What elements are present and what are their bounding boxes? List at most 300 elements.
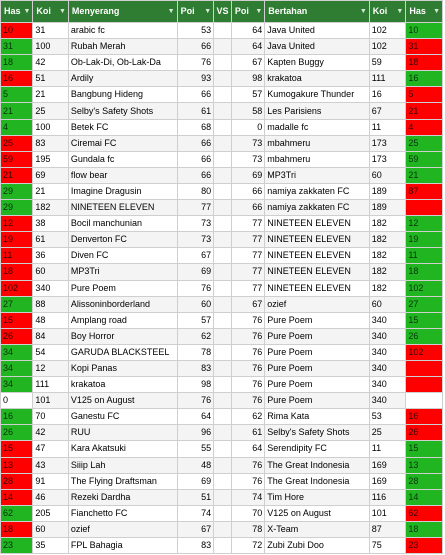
koin-attacker-cell[interactable]: 91	[33, 473, 69, 489]
points-attacker-cell[interactable]: 51	[177, 489, 214, 505]
points-attacker-cell[interactable]: 53	[177, 23, 214, 39]
points-attacker-cell[interactable]: 62	[177, 328, 214, 344]
vs-cell[interactable]	[214, 312, 232, 328]
attacker-team-cell[interactable]: ozief	[68, 521, 177, 537]
points-defender-cell[interactable]: 0	[231, 119, 264, 135]
attacker-team-cell[interactable]: Imagine Dragusin	[68, 183, 177, 199]
points-defender-cell[interactable]: 70	[231, 505, 264, 521]
points-defender-cell[interactable]: 77	[231, 280, 264, 296]
points-defender-cell[interactable]: 77	[231, 216, 264, 232]
defender-team-cell[interactable]: ozief	[265, 296, 369, 312]
koin-attacker-cell[interactable]: 111	[33, 377, 69, 393]
attacker-team-cell[interactable]: Alissoninborderland	[68, 296, 177, 312]
koin-attacker-cell[interactable]: 100	[33, 39, 69, 55]
defender-team-cell[interactable]: Kumogakure Thunder	[265, 87, 369, 103]
has-attacker-cell[interactable]: 21	[1, 167, 33, 183]
vs-cell[interactable]	[214, 505, 232, 521]
has-defender-cell[interactable]: 19	[406, 232, 443, 248]
has-attacker-cell[interactable]: 0	[1, 393, 33, 409]
koin-defender-cell[interactable]: 111	[369, 71, 406, 87]
points-defender-cell[interactable]: 98	[231, 71, 264, 87]
defender-team-cell[interactable]: Zubi Zubi Doo	[265, 538, 369, 554]
points-defender-cell[interactable]: 69	[231, 167, 264, 183]
points-attacker-cell[interactable]: 69	[177, 473, 214, 489]
vs-cell[interactable]	[214, 119, 232, 135]
defender-team-cell[interactable]: NINETEEN ELEVEN	[265, 216, 369, 232]
vs-cell[interactable]	[214, 538, 232, 554]
has-defender-cell[interactable]: 10	[406, 23, 443, 39]
defender-team-cell[interactable]: Pure Poem	[265, 328, 369, 344]
vs-cell[interactable]	[214, 135, 232, 151]
attacker-team-cell[interactable]: Rezeki Dardha	[68, 489, 177, 505]
koin-defender-cell[interactable]: 340	[369, 360, 406, 376]
vs-cell[interactable]	[214, 87, 232, 103]
attacker-team-cell[interactable]: Rubah Merah	[68, 39, 177, 55]
koin-attacker-cell[interactable]: 100	[33, 119, 69, 135]
defender-team-cell[interactable]: Pure Poem	[265, 312, 369, 328]
has-attacker-cell[interactable]: 4	[1, 119, 33, 135]
koin-attacker-cell[interactable]: 21	[33, 87, 69, 103]
vs-cell[interactable]	[214, 216, 232, 232]
koin-attacker-cell[interactable]: 101	[33, 393, 69, 409]
points-attacker-cell[interactable]: 66	[177, 39, 214, 55]
has-attacker-cell[interactable]: 26	[1, 425, 33, 441]
points-defender-cell[interactable]: 76	[231, 328, 264, 344]
attacker-team-cell[interactable]: Bocil manchunian	[68, 216, 177, 232]
attacker-team-cell[interactable]: Ciremai FC	[68, 135, 177, 151]
koin-defender-cell[interactable]: 116	[369, 489, 406, 505]
has-attacker-cell[interactable]: 15	[1, 312, 33, 328]
points-defender-cell[interactable]: 77	[231, 248, 264, 264]
points-attacker-cell[interactable]: 76	[177, 55, 214, 71]
has-attacker-cell[interactable]: 18	[1, 55, 33, 71]
koin-defender-cell[interactable]: 53	[369, 409, 406, 425]
points-attacker-cell[interactable]: 55	[177, 441, 214, 457]
attacker-team-cell[interactable]: arabic fc	[68, 23, 177, 39]
points-defender-cell[interactable]: 76	[231, 457, 264, 473]
vs-cell[interactable]	[214, 296, 232, 312]
koin-attacker-cell[interactable]: 60	[33, 264, 69, 280]
vs-cell[interactable]	[214, 55, 232, 71]
koin-defender-cell[interactable]: 340	[369, 344, 406, 360]
koin-defender-cell[interactable]: 182	[369, 280, 406, 296]
has-defender-cell[interactable]: 11	[406, 248, 443, 264]
defender-team-cell[interactable]: V125 on August	[265, 505, 369, 521]
defender-team-cell[interactable]: The Great Indonesia	[265, 457, 369, 473]
vs-cell[interactable]	[214, 264, 232, 280]
has-defender-cell[interactable]: 23	[406, 538, 443, 554]
has-attacker-cell[interactable]: 5	[1, 87, 33, 103]
points-attacker-cell[interactable]: 83	[177, 538, 214, 554]
attacker-team-cell[interactable]: GARUDA BLACKSTEEL	[68, 344, 177, 360]
defender-team-cell[interactable]: MP3Tri	[265, 167, 369, 183]
vs-cell[interactable]	[214, 232, 232, 248]
has-attacker-cell[interactable]: 31	[1, 39, 33, 55]
points-attacker-cell[interactable]: 61	[177, 103, 214, 119]
defender-team-cell[interactable]: madalle fc	[265, 119, 369, 135]
has-defender-cell[interactable]	[406, 393, 443, 409]
has-defender-cell[interactable]: 18	[406, 264, 443, 280]
koin-defender-cell[interactable]: 11	[369, 441, 406, 457]
points-attacker-cell[interactable]: 96	[177, 425, 214, 441]
has-attacker-cell[interactable]: 18	[1, 264, 33, 280]
has-defender-cell[interactable]: 18	[406, 55, 443, 71]
points-defender-cell[interactable]: 66	[231, 200, 264, 216]
col-header-has-defender[interactable]: Has ▼	[406, 1, 443, 23]
has-attacker-cell[interactable]: 34	[1, 377, 33, 393]
attacker-team-cell[interactable]: Kopi Panas	[68, 360, 177, 376]
vs-cell[interactable]	[214, 457, 232, 473]
koin-attacker-cell[interactable]: 21	[33, 183, 69, 199]
points-defender-cell[interactable]: 72	[231, 538, 264, 554]
points-defender-cell[interactable]: 76	[231, 377, 264, 393]
koin-defender-cell[interactable]: 169	[369, 457, 406, 473]
koin-defender-cell[interactable]: 173	[369, 135, 406, 151]
koin-attacker-cell[interactable]: 51	[33, 71, 69, 87]
has-defender-cell[interactable]: 18	[406, 521, 443, 537]
vs-cell[interactable]	[214, 71, 232, 87]
col-header-defender[interactable]: Bertahan ▼	[265, 1, 369, 23]
defender-team-cell[interactable]: Java United	[265, 39, 369, 55]
koin-defender-cell[interactable]: 101	[369, 505, 406, 521]
filter-dropdown-icon[interactable]: ▼	[255, 8, 263, 15]
koin-defender-cell[interactable]: 340	[369, 312, 406, 328]
defender-team-cell[interactable]: Rima Kata	[265, 409, 369, 425]
vs-cell[interactable]	[214, 425, 232, 441]
vs-cell[interactable]	[214, 39, 232, 55]
points-defender-cell[interactable]: 78	[231, 521, 264, 537]
defender-team-cell[interactable]: NINETEEN ELEVEN	[265, 280, 369, 296]
col-header-koin-attacker[interactable]: Koi ▼	[33, 1, 69, 23]
koin-attacker-cell[interactable]: 205	[33, 505, 69, 521]
has-attacker-cell[interactable]: 29	[1, 200, 33, 216]
attacker-team-cell[interactable]: Ob-Lak-Di, Ob-Lak-Da	[68, 55, 177, 71]
points-attacker-cell[interactable]: 66	[177, 135, 214, 151]
has-attacker-cell[interactable]: 29	[1, 183, 33, 199]
has-defender-cell[interactable]: 87	[406, 183, 443, 199]
attacker-team-cell[interactable]: Gundala fc	[68, 151, 177, 167]
defender-team-cell[interactable]: X-Team	[265, 521, 369, 537]
points-attacker-cell[interactable]: 76	[177, 280, 214, 296]
points-attacker-cell[interactable]: 69	[177, 264, 214, 280]
vs-cell[interactable]	[214, 393, 232, 409]
points-attacker-cell[interactable]: 98	[177, 377, 214, 393]
attacker-team-cell[interactable]: Betek FC	[68, 119, 177, 135]
has-defender-cell[interactable]: 16	[406, 71, 443, 87]
has-defender-cell[interactable]: 26	[406, 328, 443, 344]
defender-team-cell[interactable]: NINETEEN ELEVEN	[265, 248, 369, 264]
points-defender-cell[interactable]: 67	[231, 55, 264, 71]
points-defender-cell[interactable]: 66	[231, 183, 264, 199]
points-attacker-cell[interactable]: 64	[177, 409, 214, 425]
points-attacker-cell[interactable]: 73	[177, 216, 214, 232]
has-defender-cell[interactable]	[406, 377, 443, 393]
has-defender-cell[interactable]: 12	[406, 216, 443, 232]
points-attacker-cell[interactable]: 74	[177, 505, 214, 521]
filter-dropdown-icon[interactable]: ▼	[58, 8, 66, 15]
points-attacker-cell[interactable]: 73	[177, 232, 214, 248]
points-attacker-cell[interactable]: 93	[177, 71, 214, 87]
points-attacker-cell[interactable]: 68	[177, 119, 214, 135]
defender-team-cell[interactable]: Serendipity FC	[265, 441, 369, 457]
has-attacker-cell[interactable]: 15	[1, 441, 33, 457]
koin-defender-cell[interactable]: 182	[369, 216, 406, 232]
defender-team-cell[interactable]: Tim Hore	[265, 489, 369, 505]
attacker-team-cell[interactable]: V125 on August	[68, 393, 177, 409]
koin-attacker-cell[interactable]: 69	[33, 167, 69, 183]
has-defender-cell[interactable]: 5	[406, 87, 443, 103]
filter-dropdown-icon[interactable]: ▼	[204, 8, 212, 15]
vs-cell[interactable]	[214, 23, 232, 39]
koin-defender-cell[interactable]: 102	[369, 39, 406, 55]
defender-team-cell[interactable]: Pure Poem	[265, 377, 369, 393]
points-attacker-cell[interactable]: 57	[177, 312, 214, 328]
has-attacker-cell[interactable]: 23	[1, 538, 33, 554]
has-defender-cell[interactable]: 15	[406, 312, 443, 328]
koin-defender-cell[interactable]: 340	[369, 377, 406, 393]
defender-team-cell[interactable]: Java United	[265, 23, 369, 39]
attacker-team-cell[interactable]: Ganestu FC	[68, 409, 177, 425]
points-attacker-cell[interactable]: 66	[177, 151, 214, 167]
defender-team-cell[interactable]: Pure Poem	[265, 344, 369, 360]
defender-team-cell[interactable]: The Great Indonesia	[265, 473, 369, 489]
defender-team-cell[interactable]: Pure Poem	[265, 360, 369, 376]
vs-cell[interactable]	[214, 103, 232, 119]
has-defender-cell[interactable]: 16	[406, 409, 443, 425]
vs-cell[interactable]	[214, 328, 232, 344]
vs-cell[interactable]	[214, 248, 232, 264]
defender-team-cell[interactable]: NINETEEN ELEVEN	[265, 232, 369, 248]
filter-dropdown-icon[interactable]: ▼	[433, 8, 440, 15]
koin-defender-cell[interactable]: 16	[369, 87, 406, 103]
vs-cell[interactable]	[214, 344, 232, 360]
attacker-team-cell[interactable]: FPL Bahagia	[68, 538, 177, 554]
attacker-team-cell[interactable]: MP3Tri	[68, 264, 177, 280]
koin-attacker-cell[interactable]: 61	[33, 232, 69, 248]
defender-team-cell[interactable]: Pure Poem	[265, 393, 369, 409]
attacker-team-cell[interactable]: Amplang road	[68, 312, 177, 328]
points-attacker-cell[interactable]: 77	[177, 200, 214, 216]
points-defender-cell[interactable]: 73	[231, 135, 264, 151]
has-defender-cell[interactable]: 4	[406, 119, 443, 135]
koin-defender-cell[interactable]: 102	[369, 23, 406, 39]
has-defender-cell[interactable]: 21	[406, 167, 443, 183]
defender-team-cell[interactable]: Kapten Buggy	[265, 55, 369, 71]
vs-cell[interactable]	[214, 151, 232, 167]
has-defender-cell[interactable]: 59	[406, 151, 443, 167]
attacker-team-cell[interactable]: Boy Horror	[68, 328, 177, 344]
koin-attacker-cell[interactable]: 195	[33, 151, 69, 167]
points-attacker-cell[interactable]: 48	[177, 457, 214, 473]
points-attacker-cell[interactable]: 80	[177, 183, 214, 199]
koin-defender-cell[interactable]: 182	[369, 264, 406, 280]
points-defender-cell[interactable]: 76	[231, 473, 264, 489]
has-attacker-cell[interactable]: 12	[1, 216, 33, 232]
points-attacker-cell[interactable]: 60	[177, 296, 214, 312]
koin-defender-cell[interactable]: 60	[369, 296, 406, 312]
has-defender-cell[interactable]: 27	[406, 296, 443, 312]
points-defender-cell[interactable]: 64	[231, 23, 264, 39]
has-defender-cell[interactable]	[406, 200, 443, 216]
defender-team-cell[interactable]: Selby's Safety Shots	[265, 425, 369, 441]
col-header-points-attacker[interactable]: Poi ▼	[177, 1, 214, 23]
filter-dropdown-icon[interactable]: ▼	[167, 8, 175, 15]
defender-team-cell[interactable]: mbahmeru	[265, 135, 369, 151]
koin-attacker-cell[interactable]: 60	[33, 521, 69, 537]
koin-attacker-cell[interactable]: 70	[33, 409, 69, 425]
points-defender-cell[interactable]: 77	[231, 264, 264, 280]
col-header-koin-defender[interactable]: Koi ▼	[369, 1, 406, 23]
attacker-team-cell[interactable]: krakatoa	[68, 377, 177, 393]
points-defender-cell[interactable]: 76	[231, 312, 264, 328]
vs-cell[interactable]	[214, 473, 232, 489]
koin-defender-cell[interactable]: 189	[369, 200, 406, 216]
has-attacker-cell[interactable]: 16	[1, 71, 33, 87]
points-defender-cell[interactable]: 62	[231, 409, 264, 425]
has-defender-cell[interactable]: 15	[406, 441, 443, 457]
koin-attacker-cell[interactable]: 46	[33, 489, 69, 505]
defender-team-cell[interactable]: namiya zakkaten FC	[265, 200, 369, 216]
vs-cell[interactable]	[214, 280, 232, 296]
has-defender-cell[interactable]: 25	[406, 135, 443, 151]
defender-team-cell[interactable]: mbahmeru	[265, 151, 369, 167]
koin-defender-cell[interactable]: 60	[369, 167, 406, 183]
points-defender-cell[interactable]: 61	[231, 425, 264, 441]
attacker-team-cell[interactable]: Denverton FC	[68, 232, 177, 248]
points-defender-cell[interactable]: 64	[231, 441, 264, 457]
has-attacker-cell[interactable]: 27	[1, 296, 33, 312]
attacker-team-cell[interactable]: Siiip Lah	[68, 457, 177, 473]
points-attacker-cell[interactable]: 66	[177, 87, 214, 103]
koin-attacker-cell[interactable]: 88	[33, 296, 69, 312]
points-defender-cell[interactable]: 74	[231, 489, 264, 505]
points-attacker-cell[interactable]: 76	[177, 393, 214, 409]
attacker-team-cell[interactable]: Diven FC	[68, 248, 177, 264]
koin-attacker-cell[interactable]: 43	[33, 457, 69, 473]
has-attacker-cell[interactable]: 62	[1, 505, 33, 521]
attacker-team-cell[interactable]: Pure Poem	[68, 280, 177, 296]
koin-attacker-cell[interactable]: 35	[33, 538, 69, 554]
has-attacker-cell[interactable]: 34	[1, 360, 33, 376]
has-defender-cell[interactable]: 31	[406, 39, 443, 55]
koin-attacker-cell[interactable]: 47	[33, 441, 69, 457]
points-defender-cell[interactable]: 76	[231, 393, 264, 409]
has-defender-cell[interactable]: 14	[406, 489, 443, 505]
has-defender-cell[interactable]: 21	[406, 103, 443, 119]
has-attacker-cell[interactable]: 34	[1, 344, 33, 360]
has-defender-cell[interactable]: 28	[406, 473, 443, 489]
koin-attacker-cell[interactable]: 25	[33, 103, 69, 119]
has-attacker-cell[interactable]: 26	[1, 328, 33, 344]
koin-attacker-cell[interactable]: 48	[33, 312, 69, 328]
koin-defender-cell[interactable]: 11	[369, 119, 406, 135]
points-defender-cell[interactable]: 76	[231, 360, 264, 376]
has-defender-cell[interactable]: 62	[406, 505, 443, 521]
has-attacker-cell[interactable]: 16	[1, 409, 33, 425]
koin-attacker-cell[interactable]: 31	[33, 23, 69, 39]
points-attacker-cell[interactable]: 67	[177, 521, 214, 537]
koin-attacker-cell[interactable]: 84	[33, 328, 69, 344]
koin-defender-cell[interactable]: 59	[369, 55, 406, 71]
has-attacker-cell[interactable]: 13	[1, 457, 33, 473]
has-attacker-cell[interactable]: 11	[1, 248, 33, 264]
vs-cell[interactable]	[214, 409, 232, 425]
points-defender-cell[interactable]: 77	[231, 232, 264, 248]
koin-attacker-cell[interactable]: 36	[33, 248, 69, 264]
points-attacker-cell[interactable]: 66	[177, 167, 214, 183]
has-attacker-cell[interactable]: 25	[1, 135, 33, 151]
col-header-has-attacker[interactable]: Has ▼	[1, 1, 33, 23]
points-defender-cell[interactable]: 58	[231, 103, 264, 119]
has-attacker-cell[interactable]: 18	[1, 521, 33, 537]
attacker-team-cell[interactable]: flow bear	[68, 167, 177, 183]
koin-attacker-cell[interactable]: 83	[33, 135, 69, 151]
defender-team-cell[interactable]: Les Parisiens	[265, 103, 369, 119]
koin-defender-cell[interactable]: 87	[369, 521, 406, 537]
has-attacker-cell[interactable]: 21	[1, 103, 33, 119]
koin-defender-cell[interactable]: 25	[369, 425, 406, 441]
vs-cell[interactable]	[214, 200, 232, 216]
has-attacker-cell[interactable]: 102	[1, 280, 33, 296]
has-defender-cell[interactable]: 26	[406, 425, 443, 441]
has-attacker-cell[interactable]: 19	[1, 232, 33, 248]
has-defender-cell[interactable]: 102	[406, 280, 443, 296]
filter-dropdown-icon[interactable]: ▼	[23, 8, 31, 15]
koin-attacker-cell[interactable]: 42	[33, 55, 69, 71]
koin-defender-cell[interactable]: 75	[369, 538, 406, 554]
koin-attacker-cell[interactable]: 38	[33, 216, 69, 232]
attacker-team-cell[interactable]: Ardily	[68, 71, 177, 87]
vs-cell[interactable]	[214, 377, 232, 393]
has-attacker-cell[interactable]: 28	[1, 473, 33, 489]
filter-dropdown-icon[interactable]: ▼	[359, 8, 367, 15]
koin-attacker-cell[interactable]: 54	[33, 344, 69, 360]
points-defender-cell[interactable]: 67	[231, 296, 264, 312]
points-defender-cell[interactable]: 64	[231, 39, 264, 55]
koin-defender-cell[interactable]: 182	[369, 248, 406, 264]
vs-cell[interactable]	[214, 183, 232, 199]
has-attacker-cell[interactable]: 10	[1, 23, 33, 39]
attacker-team-cell[interactable]: Selby's Safety Shots	[68, 103, 177, 119]
defender-team-cell[interactable]: namiya zakkaten FC	[265, 183, 369, 199]
attacker-team-cell[interactable]: The Flying Draftsman	[68, 473, 177, 489]
has-defender-cell[interactable]: 13	[406, 457, 443, 473]
defender-team-cell[interactable]: krakatoa	[265, 71, 369, 87]
koin-attacker-cell[interactable]: 182	[33, 200, 69, 216]
vs-cell[interactable]	[214, 167, 232, 183]
has-defender-cell[interactable]	[406, 360, 443, 376]
vs-cell[interactable]	[214, 360, 232, 376]
points-attacker-cell[interactable]: 67	[177, 248, 214, 264]
koin-attacker-cell[interactable]: 42	[33, 425, 69, 441]
col-header-points-defender[interactable]: Poi ▼	[231, 1, 264, 23]
koin-defender-cell[interactable]: 169	[369, 473, 406, 489]
attacker-team-cell[interactable]: RUU	[68, 425, 177, 441]
defender-team-cell[interactable]: NINETEEN ELEVEN	[265, 264, 369, 280]
koin-attacker-cell[interactable]: 12	[33, 360, 69, 376]
has-defender-cell[interactable]: 102	[406, 344, 443, 360]
points-defender-cell[interactable]: 57	[231, 87, 264, 103]
koin-defender-cell[interactable]: 173	[369, 151, 406, 167]
has-attacker-cell[interactable]: 59	[1, 151, 33, 167]
koin-defender-cell[interactable]: 189	[369, 183, 406, 199]
attacker-team-cell[interactable]: Fianchetto FC	[68, 505, 177, 521]
col-header-attacker[interactable]: Menyerang ▼	[68, 1, 177, 23]
vs-cell[interactable]	[214, 441, 232, 457]
koin-defender-cell[interactable]: 67	[369, 103, 406, 119]
points-defender-cell[interactable]: 76	[231, 344, 264, 360]
filter-dropdown-icon[interactable]: ▼	[396, 8, 404, 15]
